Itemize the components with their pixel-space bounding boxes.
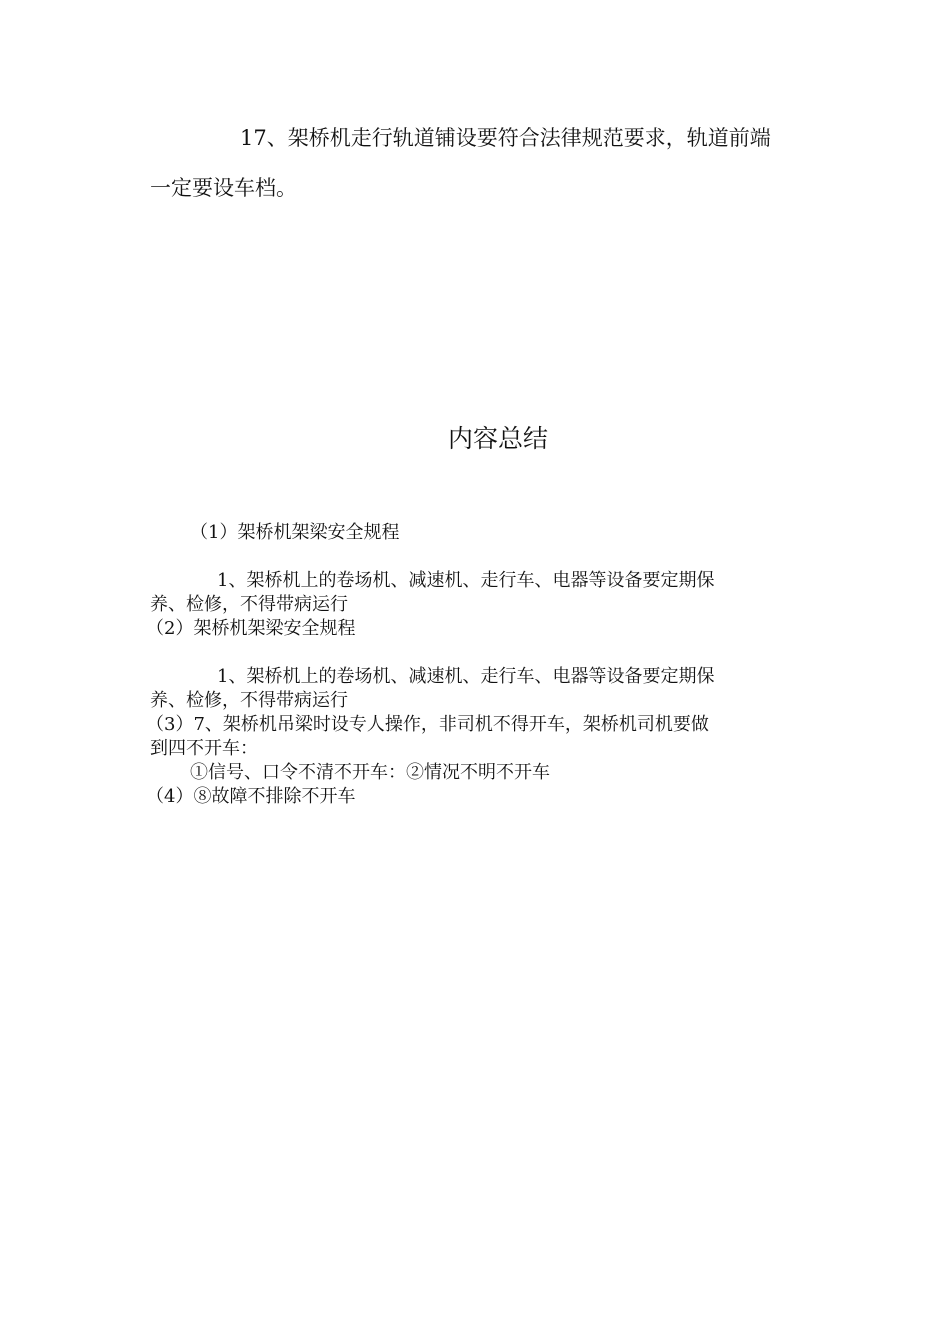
summary-item-2-heading: （2）架桥机架梁安全规程	[146, 618, 356, 639]
summary-item-3-text: （3）7、架桥机吊梁时设专人操作，非司机不得开车，架桥机司机要做	[146, 714, 709, 735]
summary-item-4-text: （4）⑧故障不排除不开车	[146, 786, 356, 807]
intro-line-1: 17、架桥机走行轨道铺设要符合法律规范要求，轨道前端	[240, 126, 771, 150]
summary-title: 内容总结	[448, 424, 549, 453]
summary-item-2-text: 1、架桥机上的卷场机、减速机、走行车、电器等设备要定期保	[217, 666, 715, 687]
intro-line-2: 一定要设车档。	[150, 176, 297, 200]
summary-item-3-text-cont: 到四不开车：	[150, 738, 258, 759]
summary-item-3-conditions: ①信号、口令不清不开车：②情况不明不开车	[190, 762, 550, 783]
summary-item-1-text: 1、架桥机上的卷场机、减速机、走行车、电器等设备要定期保	[217, 570, 715, 591]
summary-item-1-text-cont: 养、检修，不得带病运行	[150, 594, 348, 615]
summary-item-2-text-cont: 养、检修，不得带病运行	[150, 690, 348, 711]
summary-item-1-heading: （1）架桥机架梁安全规程	[190, 522, 400, 543]
